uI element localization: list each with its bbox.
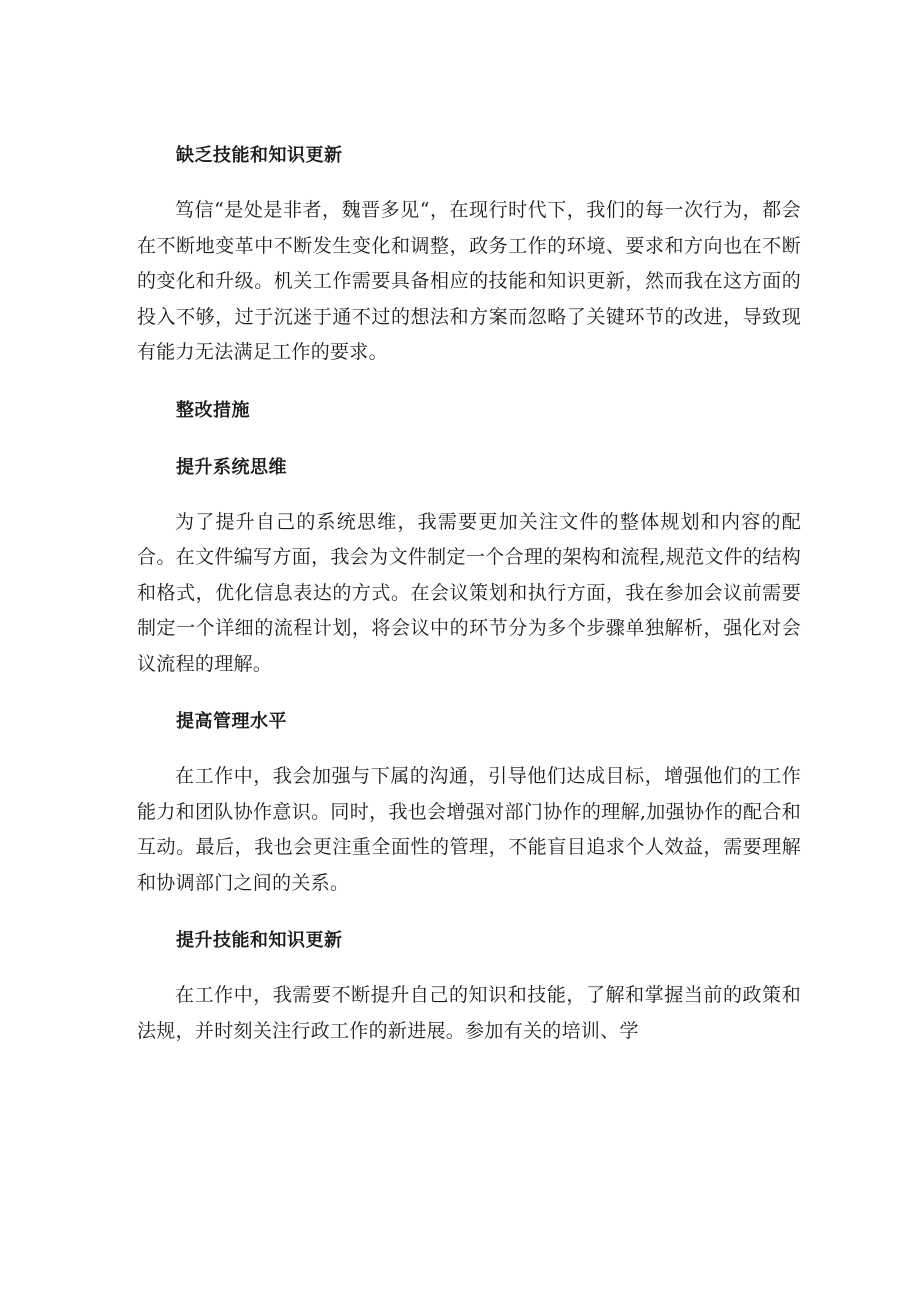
section-heading-systems-thinking: 提升系统思维	[176, 456, 287, 478]
paragraph-skills-update: 在工作中，我需要不断提升自己的知识和技能，了解和掌握当前的政策和法规，并时刻关注行政工作的新进展。参加有关的培训、学	[137, 984, 801, 1042]
section-heading-management-level: 提高管理水平	[176, 711, 287, 732]
paragraph-skills-lacking: 笃信“是处是非者，魏晋多见“，在现行时代下，我们的每一次行为，都会在不断地变革中不断发生变化和调整，政务工作的环境、要求和方向也在不断的变化和升级。机关工作需要具备相应的技能和知识更新，然而我在这方面的投入不够，过于沉迷于通不过的想法和方案而忽略了关键环节的改进，导致现有能力无法满足工作的要求。	[137, 199, 801, 363]
section-heading-skills-lacking: 缺乏技能和知识更新	[176, 145, 343, 166]
section-heading-skills-update: 提升技能和知识更新	[176, 930, 343, 951]
section-heading-rectification-measures: 整改措施	[176, 399, 250, 421]
paragraph-management-level: 在工作中，我会加强与下属的沟通，引导他们达成目标，增强他们的工作能力和团队协作意识。同时，我也会增强对部门协作的理解,加强协作的配合和互动。最后，我也会更注重全面性的管理，不能盲目追求个人效益，需要理解和协调部门之间的关系。	[137, 765, 801, 894]
paragraph-systems-thinking: 为了提升自己的系统思维，我需要更加关注文件的整体规划和内容的配合。在文件编写方面，我会为文件制定一个合理的架构和流程,规范文件的结构和格式，优化信息表达的方式。在会议策划和执行方面，我在参加会议前需要制定一个详细的流程计划，将会议中的环节分为多个步骤单独解析，强化对会议流程的理解。	[137, 510, 801, 675]
document-body	[137, 145, 801, 1049]
